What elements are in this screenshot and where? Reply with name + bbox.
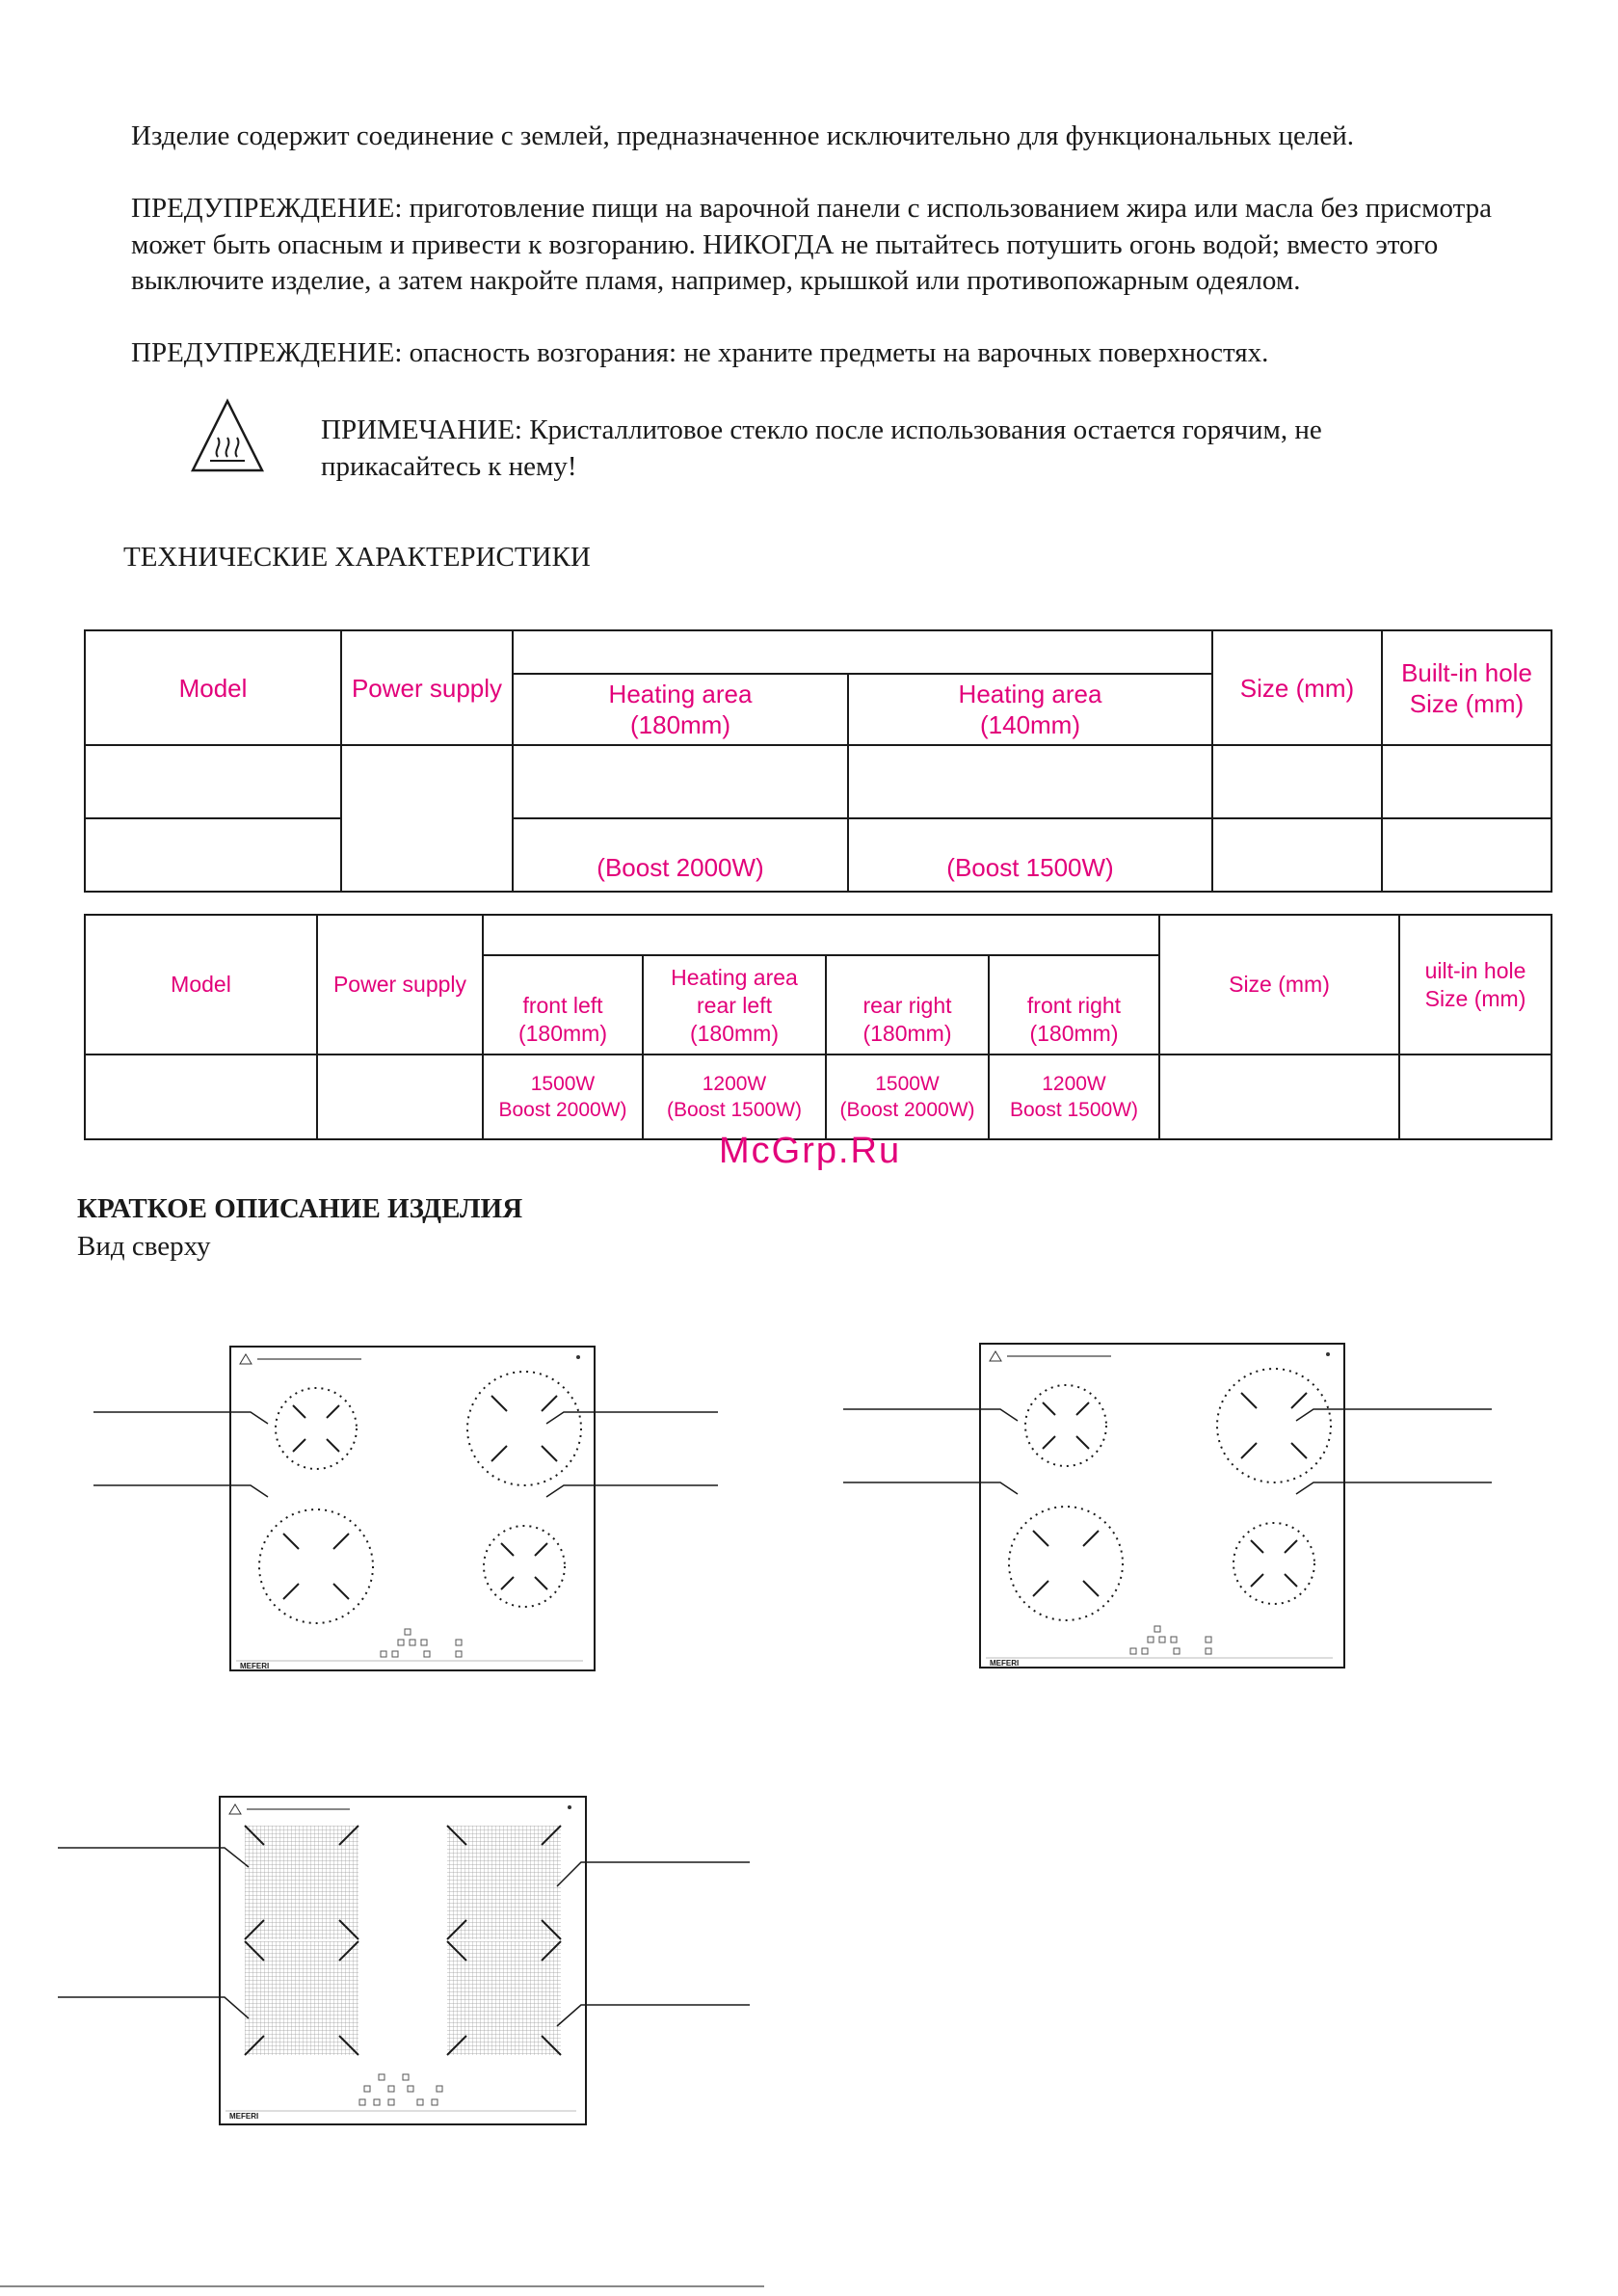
header-model: Model: [85, 915, 317, 1055]
cell-size: [1159, 1055, 1399, 1139]
header-power-supply: Power supply: [341, 630, 513, 745]
cell-hole-2: [1382, 818, 1552, 892]
warning-paragraph-2: ПРЕДУПРЕЖДЕНИЕ: опасность возгорания: не храните предметы на варочных поверхностях.: [131, 337, 1269, 368]
header-heating-area-180: Heating area (180mm): [513, 674, 848, 745]
cell-hole: [1399, 1055, 1552, 1139]
cell-power-supply: [317, 1055, 483, 1139]
hot-glass-note: ПРИМЕЧАНИЕ: Кристаллитовое стекло после использования остается горячим, не прикасайтесь к нему!: [321, 414, 1322, 482]
hob-diagram-square-zones: [56, 1795, 750, 2132]
cell-size-1: [1212, 745, 1382, 818]
cell-180-power: [513, 745, 848, 818]
header-heating-group: [483, 915, 1159, 955]
header-built-in-hole: uilt-in hole Size (mm): [1399, 915, 1552, 1055]
spec-table-four-zone: [84, 914, 1552, 1140]
header-size: Size (mm): [1212, 630, 1382, 745]
cell-rear-left-power: 1200W (Boost 1500W): [643, 1055, 826, 1139]
zone-rear-left: [245, 1826, 358, 1939]
cell-boost-180: (Boost 2000W): [513, 818, 848, 892]
header-rear-right: rear right (180mm): [826, 955, 989, 1055]
zone-front-right: [447, 1941, 561, 2055]
cell-hole-1: [1382, 745, 1552, 818]
header-heating-area-140: Heating area (140mm): [848, 674, 1212, 745]
header-built-in-hole: Built-in hole Size (mm): [1382, 630, 1552, 745]
brand-logo: MEFERI: [240, 1662, 270, 1670]
zone-rear-right: [447, 1826, 561, 1939]
cell-size-2: [1212, 818, 1382, 892]
cell-rear-right-power: 1500W (Boost 2000W): [826, 1055, 989, 1139]
header-heating-group: [513, 630, 1212, 674]
header-power-supply: Power supply: [317, 915, 483, 1055]
cell-front-right-power: 1200W Boost 1500W): [989, 1055, 1159, 1139]
header-front-left: front left (180mm): [483, 955, 643, 1055]
warning-paragraph-1: ПРЕДУПРЕЖДЕНИЕ: приготовление пищи на варочной панели с использованием жира или масла без присмотра может быть опасным и привести к возгоранию. НИКОГДА не пытайтесь потушить огонь водой; вместо этого выключите изделие, а затем накройте пламя, например, крышкой или противопожарным одеялом.: [131, 193, 1493, 296]
cell-model-2: [85, 818, 341, 892]
header-rear-left-cell: [643, 955, 826, 1055]
header-heating-area: Heating area: [671, 965, 798, 990]
spec-table-two-zone: [84, 629, 1552, 893]
watermark: McGrp.Ru: [719, 1131, 902, 1171]
intro-paragraph-1: Изделие содержит соединение с землей, предназначенное исключительно для функциональных целей.: [131, 120, 1355, 151]
brand-logo: MEFERI: [229, 2112, 259, 2121]
brand-logo: MEFERI: [990, 1659, 1020, 1668]
header-model: Model: [85, 630, 341, 745]
overview-subtitle: Вид сверху: [77, 1231, 211, 1262]
cell-power-supply: [341, 745, 513, 892]
specs-title: ТЕХНИЧЕСКИЕ ХАРАКТЕРИСТИКИ: [123, 542, 591, 573]
hot-surface-warning-icon: [189, 397, 266, 474]
header-front-right: front right (180mm): [989, 955, 1159, 1055]
cell-boost-140: (Boost 1500W): [848, 818, 1212, 892]
footer-rule: [0, 2285, 764, 2287]
cell-140-power: [848, 745, 1212, 818]
header-rear-left: rear left (180mm): [689, 993, 779, 1046]
header-size: Size (mm): [1159, 915, 1399, 1055]
cell-model: [85, 1055, 317, 1139]
overview-title: КРАТКОЕ ОПИСАНИЕ ИЗДЕЛИЯ: [77, 1193, 523, 1224]
hob-diagram-round-zones: [92, 1345, 718, 1682]
cell-model-1: [85, 745, 341, 818]
zone-front-left: [245, 1941, 358, 2055]
hob-diagram-round-zones-2: [841, 1342, 1497, 1679]
cell-front-left-power: 1500W Boost 2000W): [483, 1055, 643, 1139]
